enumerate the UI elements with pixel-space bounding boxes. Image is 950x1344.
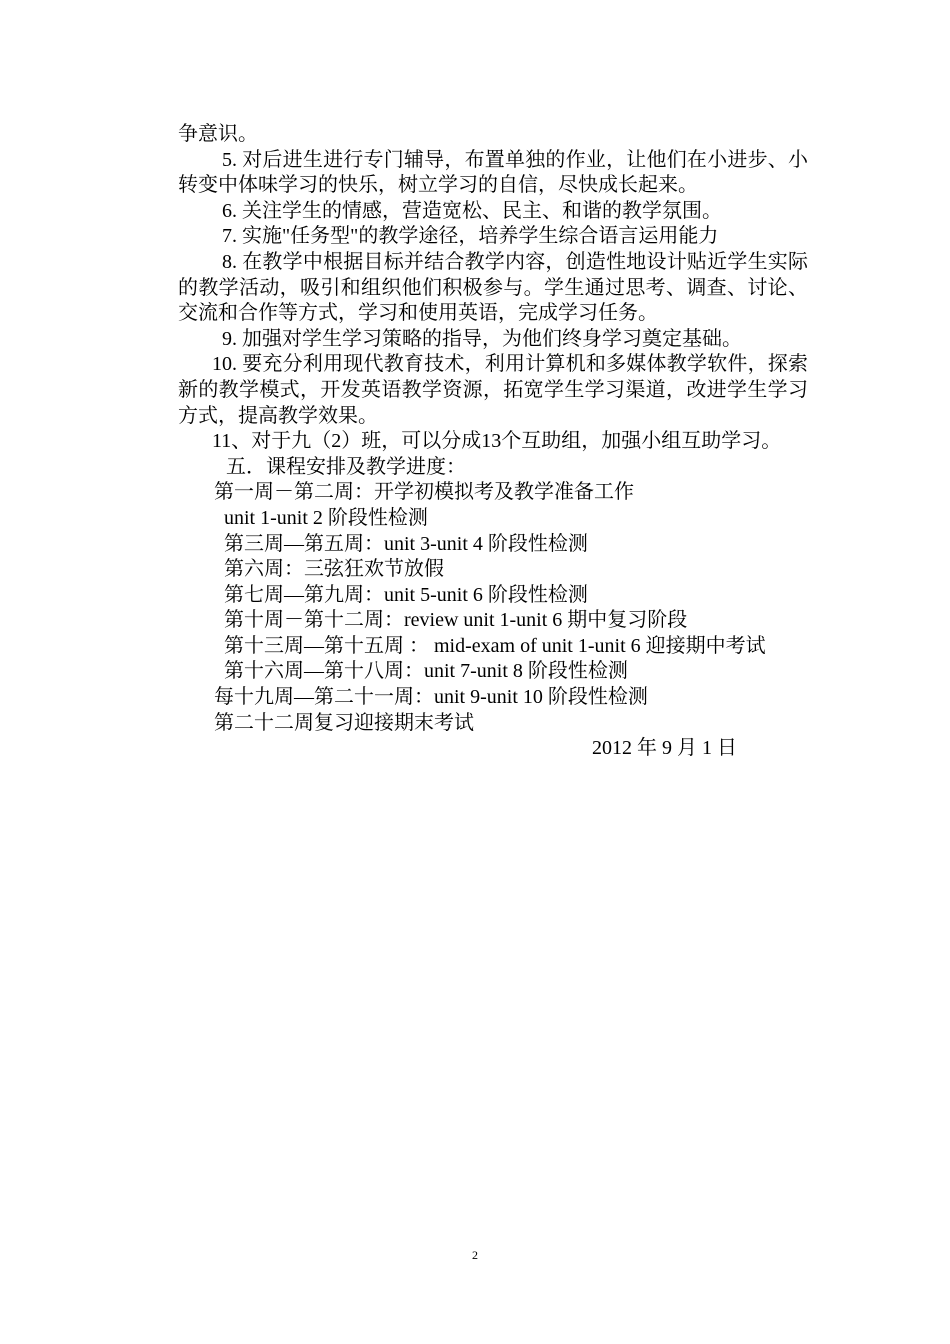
schedule-item: 第一周－第二周：开学初模拟考及教学准备工作 (214, 481, 634, 504)
paragraph-item-6: 6. 关注学生的情感，营造宽松、民主、和谐的教学氛围。 (222, 199, 722, 222)
document-body (178, 122, 808, 762)
paragraph-continuation: 争意识。 (178, 123, 258, 145)
document-date: 2012 年 9 月 1 日 (592, 737, 737, 760)
schedule-item: 每十九周—第二十一周：unit 9-unit 10 阶段性检测 (214, 686, 648, 709)
schedule-item: 第二十二周复习迎接期末考试 (214, 711, 474, 734)
paragraph-item-10: 10. 要充分利用现代教育技术，利用计算机和多媒体教学软件，探索新的教学模式，开发英语教学资源，拓宽学生学习渠道，改进学生学习方式，提高教学效果。 (178, 353, 808, 427)
paragraph-item-7: 7. 实施"任务型"的教学途径，培养学生综合语言运用能力 (222, 225, 719, 248)
schedule-item: 第十六周—第十八周：unit 7-unit 8 阶段性检测 (224, 660, 628, 683)
paragraph-item-8: 8. 在教学中根据目标并结合教学内容，创造性地设计贴近学生实际的教学活动，吸引和组织他们积极参与。学生通过思考、调查、讨论、交流和合作等方式，学习和使用英语，完成学习任务。 (178, 250, 808, 325)
page-number: 2 (472, 1248, 478, 1262)
paragraph-item-11: 11、对于九（2）班，可以分成13个互助组，加强小组互助学习。 (212, 430, 782, 453)
schedule-item: unit 1-unit 2 阶段性检测 (224, 506, 428, 529)
paragraph-item-5: 5. 对后进生进行专门辅导，布置单独的作业，让他们在小进步、小转变中体味学习的快乐，树立学习的自信，尽快成长起来。 (178, 148, 808, 197)
schedule-item: 第十周－第十二周：review unit 1-unit 6 期中复习阶段 (224, 609, 688, 632)
paragraph-item-9: 9. 加强对学生学习策略的指导，为他们终身学习奠定基础。 (222, 327, 742, 350)
schedule-item: 第六周：三弦狂欢节放假 (224, 558, 444, 581)
schedule-item: 第七周—第九周：unit 5-unit 6 阶段性检测 (224, 583, 588, 606)
section-heading: 五．课程安排及教学进度： (226, 455, 466, 478)
schedule-item: 第十三周—第十五周 ： mid-exam of unit 1-unit 6 迎接期中考试 (224, 634, 766, 657)
schedule-item: 第三周—第五周：unit 3-unit 4 阶段性检测 (224, 532, 588, 555)
